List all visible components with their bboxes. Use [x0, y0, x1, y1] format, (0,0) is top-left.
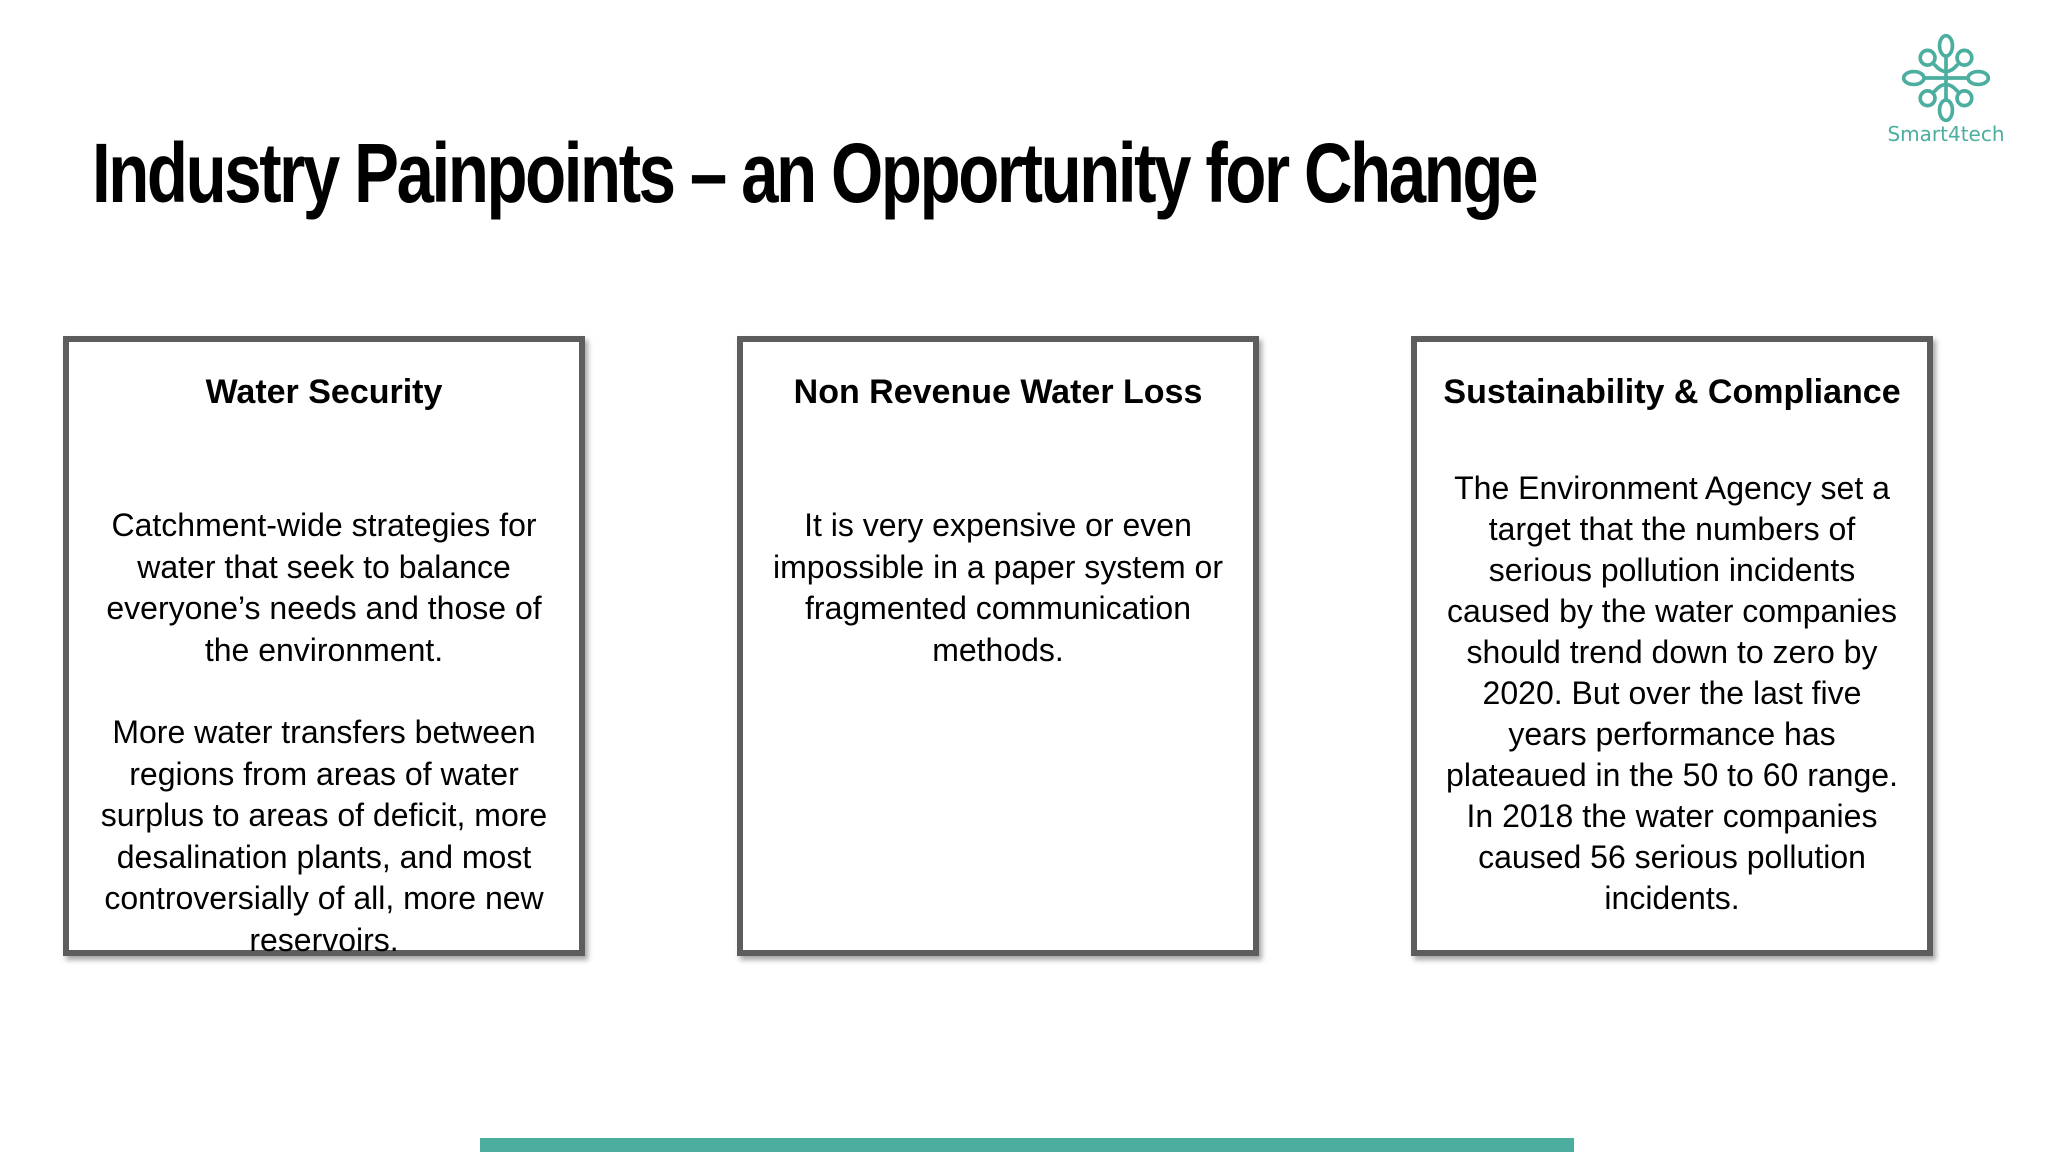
slide-title: Industry Painpoints – an Opportunity for Change [92, 126, 1537, 220]
card-sustainability-compliance [1411, 336, 1933, 956]
card-body [93, 505, 555, 961]
smart4tech-flower-icon [1900, 32, 1992, 124]
card-paragraph: It is very expensive or even impossible in a paper system or fragmented communication methods. [773, 507, 1223, 668]
card-title: Sustainability & Compliance [1443, 373, 1901, 411]
card-paragraph: The Environment Agency set a target that the numbers of serious pollution incidents caused by the water companies should trend down to zero by 2020. But over the last five years performance has plateaued in the 50 to 60 range. In 2018 the water companies caused 56 serious pollution incidents. [1446, 470, 1898, 916]
logo-text: Smart4tech [1887, 122, 2005, 146]
card-title: Water Security [205, 373, 443, 411]
card-body [1441, 468, 1903, 919]
bottom-accent-bar [480, 1138, 1574, 1152]
card-paragraph: More water transfers between regions from areas of water surplus to areas of deficit, more desalination plants, and most controversially of all, more new reservoirs. [100, 714, 548, 958]
logo [1876, 32, 2016, 150]
card-paragraph: Catchment-wide strategies for water that seek to balance everyone’s needs and those of the environment. [106, 507, 542, 668]
card-water-security [63, 336, 585, 956]
card-body [767, 505, 1229, 671]
card-non-revenue-water-loss [737, 336, 1259, 956]
card-title: Non Revenue Water Loss [793, 373, 1203, 411]
